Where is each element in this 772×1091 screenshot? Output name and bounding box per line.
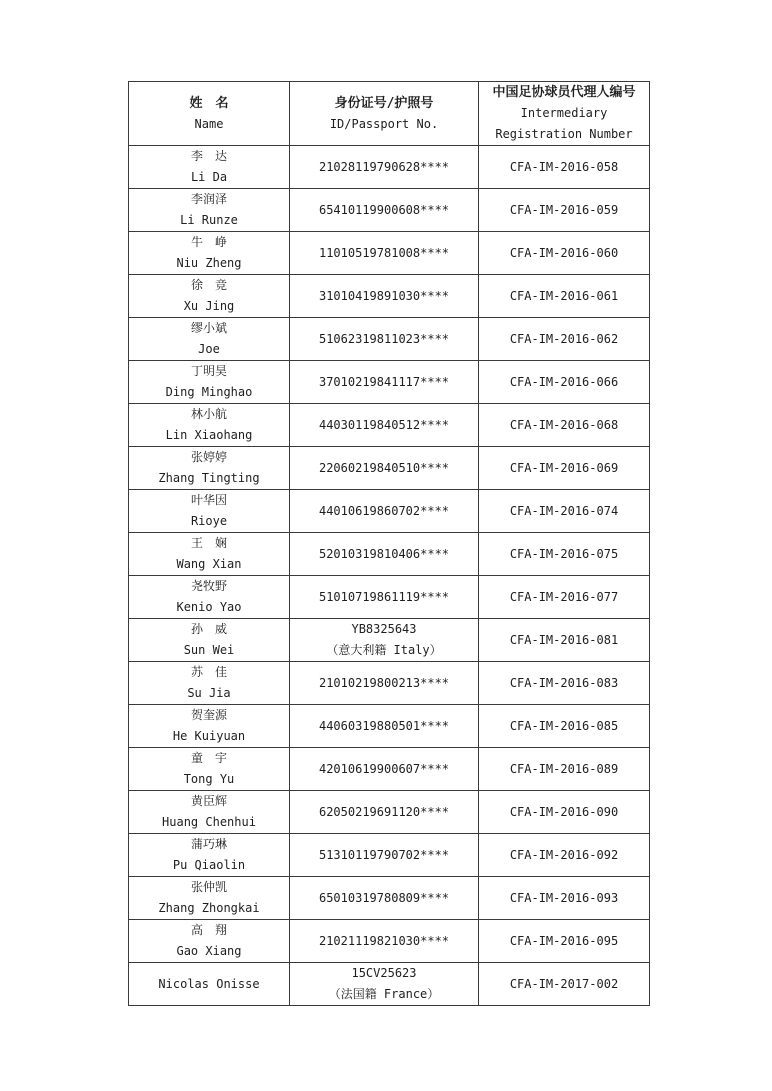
name-cell <box>129 877 290 920</box>
name-en: He Kuiyuan <box>172 729 246 743</box>
name-cn: 尧牧野 <box>190 579 227 593</box>
id-number: 44030119840512**** <box>318 417 450 432</box>
name-cell <box>129 275 290 318</box>
table-row <box>129 533 650 576</box>
table-row <box>129 791 650 834</box>
id-number: 44060319880501**** <box>318 718 450 733</box>
name-en: Joe <box>198 342 220 356</box>
id-number: 42010619900607**** <box>318 761 450 776</box>
header-registration-en2: Registration Number <box>495 127 633 141</box>
name-cell <box>129 791 290 834</box>
name-cell <box>129 404 290 447</box>
id-cell <box>290 619 479 662</box>
id-number: 21028119790628**** <box>318 159 450 174</box>
name-en: Lin Xiaohang <box>165 428 253 442</box>
name-cn: 蒲巧琳 <box>190 837 227 851</box>
passport-number: 15CV25623 <box>351 966 417 980</box>
registration-cell <box>479 877 650 920</box>
registration-number: CFA-IM-2016-059 <box>509 202 619 217</box>
registration-number: CFA-IM-2016-093 <box>509 890 619 905</box>
table-row <box>129 146 650 189</box>
registration-cell <box>479 361 650 404</box>
registration-cell <box>479 146 650 189</box>
name-cell <box>129 748 290 791</box>
name-cn: 张婷婷 <box>190 450 227 464</box>
name-en: Li Da <box>190 170 228 184</box>
id-cell <box>290 189 479 232</box>
name-cn: 牛 峥 <box>190 235 227 249</box>
name-en: Niu Zheng <box>176 256 242 270</box>
name-cn: 王 娴 <box>190 536 227 550</box>
id-cell <box>290 748 479 791</box>
id-cell <box>290 318 479 361</box>
name-cell <box>129 490 290 533</box>
registration-cell <box>479 920 650 963</box>
name-cn: 李润泽 <box>190 192 227 206</box>
table-row <box>129 232 650 275</box>
registration-cell <box>479 748 650 791</box>
name-cn: 林小航 <box>190 407 227 421</box>
registration-number: CFA-IM-2016-090 <box>509 804 619 819</box>
name-en: Zhang Zhongkai <box>158 901 260 915</box>
table-row <box>129 705 650 748</box>
registration-cell <box>479 963 650 1006</box>
registration-number: CFA-IM-2016-061 <box>509 288 619 303</box>
name-cn: 缪小斌 <box>190 321 227 335</box>
id-cell <box>290 877 479 920</box>
passport-number: YB8325643 <box>351 622 417 636</box>
name-en: Zhang Tingting <box>158 471 260 485</box>
registration-cell <box>479 533 650 576</box>
name-en: Huang Chenhui <box>162 815 256 829</box>
table-row <box>129 877 650 920</box>
registration-number: CFA-IM-2016-085 <box>509 718 619 733</box>
id-number: 65410119900608**** <box>318 202 450 217</box>
table-row <box>129 963 650 1006</box>
registration-cell <box>479 490 650 533</box>
name-en: Xu Jing <box>183 299 235 313</box>
header-row <box>129 82 650 146</box>
id-cell <box>290 705 479 748</box>
nationality: （法国籍 France） <box>328 987 440 1001</box>
registration-number: CFA-IM-2016-081 <box>509 632 619 647</box>
name-cn: 徐 竞 <box>190 278 227 292</box>
id-cell <box>290 447 479 490</box>
name-en: Nicolas Onisse <box>158 976 260 991</box>
id-cell <box>290 834 479 877</box>
id-number: 21010219800213**** <box>318 675 450 690</box>
table-row <box>129 490 650 533</box>
id-cell <box>290 361 479 404</box>
registration-cell <box>479 232 650 275</box>
name-en: Sun Wei <box>183 643 235 657</box>
id-cell <box>290 232 479 275</box>
id-number: 22060219840510**** <box>318 460 450 475</box>
name-cell <box>129 834 290 877</box>
table-row <box>129 619 650 662</box>
registration-number: CFA-IM-2016-092 <box>509 847 619 862</box>
name-cell <box>129 920 290 963</box>
name-en: Su Jia <box>187 686 231 700</box>
name-cell <box>129 533 290 576</box>
name-cell <box>129 963 290 1006</box>
name-cell <box>129 619 290 662</box>
nationality: （意大利籍 Italy） <box>326 643 442 657</box>
table-row <box>129 662 650 705</box>
id-number: 52010319810406**** <box>318 546 450 561</box>
registration-number: CFA-IM-2016-068 <box>509 417 619 432</box>
header-id-en: ID/Passport No. <box>329 116 439 131</box>
registration-cell <box>479 275 650 318</box>
registration-number: CFA-IM-2016-058 <box>509 159 619 174</box>
name-en: Gao Xiang <box>176 944 242 958</box>
id-number: 62050219691120**** <box>318 804 450 819</box>
header-registration-en1: Intermediary <box>520 106 608 120</box>
table-row <box>129 576 650 619</box>
name-en: Ding Minghao <box>165 385 253 399</box>
name-cell <box>129 318 290 361</box>
table-row <box>129 275 650 318</box>
id-number: 51310119790702**** <box>318 847 450 862</box>
name-cn: 李 达 <box>190 149 227 163</box>
header-name-cn: 姓 名 <box>189 95 229 111</box>
header-id-cn: 身份证号/护照号 <box>334 95 434 111</box>
registration-cell <box>479 791 650 834</box>
id-cell <box>290 576 479 619</box>
registration-number: CFA-IM-2017-002 <box>509 976 619 991</box>
name-en: Kenio Yao <box>176 600 242 614</box>
header-name <box>129 82 290 146</box>
registration-number: CFA-IM-2016-083 <box>509 675 619 690</box>
id-cell <box>290 963 479 1006</box>
name-cn: 高 翔 <box>190 923 227 937</box>
name-cell <box>129 361 290 404</box>
registration-number: CFA-IM-2016-075 <box>509 546 619 561</box>
table-row <box>129 404 650 447</box>
id-cell <box>290 533 479 576</box>
id-number: 51010719861119**** <box>318 589 450 604</box>
id-cell <box>290 404 479 447</box>
name-en: Rioye <box>190 514 228 528</box>
registration-cell <box>479 189 650 232</box>
name-cell <box>129 189 290 232</box>
registration-cell <box>479 662 650 705</box>
id-number: 51062319811023**** <box>318 331 450 346</box>
table-row <box>129 748 650 791</box>
registration-cell <box>479 447 650 490</box>
registration-number: CFA-IM-2016-077 <box>509 589 619 604</box>
id-cell <box>290 662 479 705</box>
name-en: Tong Yu <box>183 772 235 786</box>
table-row <box>129 189 650 232</box>
id-number: 65010319780809**** <box>318 890 450 905</box>
name-cn: 贺奎源 <box>190 708 227 722</box>
registration-number: CFA-IM-2016-060 <box>509 245 619 260</box>
id-number: 21021119821030**** <box>318 933 450 948</box>
registration-cell <box>479 619 650 662</box>
name-cell <box>129 576 290 619</box>
name-cn: 黄臣辉 <box>190 794 227 808</box>
registration-cell <box>479 705 650 748</box>
name-cell <box>129 232 290 275</box>
name-en: Pu Qiaolin <box>172 858 246 872</box>
name-en: Li Runze <box>180 213 238 227</box>
name-en: Wang Xian <box>176 557 242 571</box>
name-cn: 张仲凯 <box>190 880 227 894</box>
registration-cell <box>479 576 650 619</box>
registration-number: CFA-IM-2016-066 <box>509 374 619 389</box>
id-number: 44010619860702**** <box>318 503 450 518</box>
table-row <box>129 834 650 877</box>
id-number: 11010519781008**** <box>318 245 450 260</box>
header-id <box>290 82 479 146</box>
registration-number: CFA-IM-2016-062 <box>509 331 619 346</box>
registration-number: CFA-IM-2016-095 <box>509 933 619 948</box>
id-cell <box>290 490 479 533</box>
name-cell <box>129 447 290 490</box>
table-row <box>129 318 650 361</box>
header-registration <box>479 82 650 146</box>
registration-cell <box>479 404 650 447</box>
registration-number: CFA-IM-2016-069 <box>509 460 619 475</box>
table-row <box>129 920 650 963</box>
header-registration-cn: 中国足协球员代理人编号 <box>492 85 636 100</box>
name-cell <box>129 705 290 748</box>
registration-number: CFA-IM-2016-074 <box>509 503 619 518</box>
header-name-en: Name <box>194 116 224 131</box>
table-row <box>129 447 650 490</box>
registration-cell <box>479 318 650 361</box>
name-cell <box>129 662 290 705</box>
id-cell <box>290 920 479 963</box>
id-number: 37010219841117**** <box>318 374 450 389</box>
name-cn: 苏 佳 <box>190 665 227 679</box>
name-cn: 叶华因 <box>190 493 227 507</box>
id-cell <box>290 275 479 318</box>
intermediary-table <box>128 81 650 1006</box>
registration-number: CFA-IM-2016-089 <box>509 761 619 776</box>
registration-cell <box>479 834 650 877</box>
name-cn: 童 宇 <box>190 751 227 765</box>
name-cn: 丁明昊 <box>190 364 227 378</box>
id-cell <box>290 146 479 189</box>
id-cell <box>290 791 479 834</box>
name-cn: 孙 威 <box>190 622 227 636</box>
name-cell <box>129 146 290 189</box>
table-row <box>129 361 650 404</box>
id-number: 31010419891030**** <box>318 288 450 303</box>
